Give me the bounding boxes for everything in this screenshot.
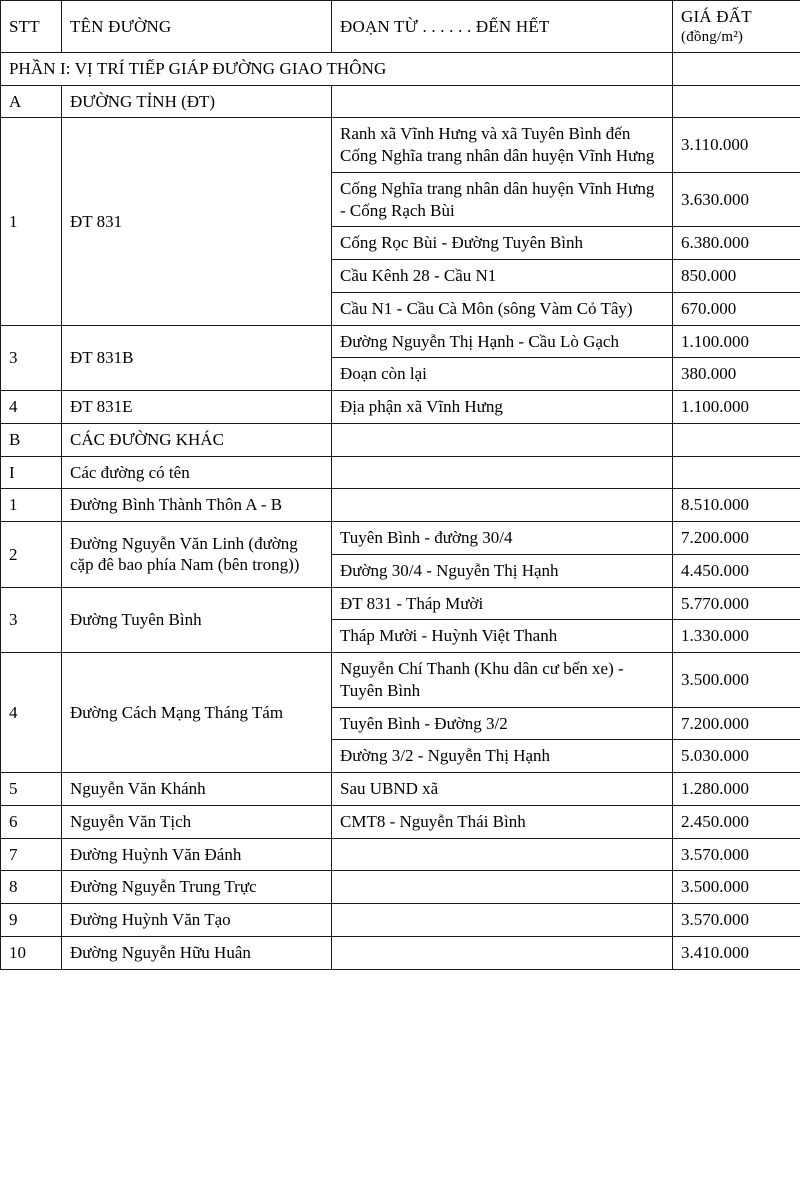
subgroup-i-price-cell [673, 456, 800, 489]
road-name-cell: Nguyễn Văn Khánh [62, 773, 332, 806]
segment-cell: Cầu Kênh 28 - Cầu N1 [332, 260, 673, 293]
column-header-stt: STT [1, 1, 62, 53]
road-name-cell: Đường Nguyễn Văn Linh (đường cặp đê bao phía Nam (bên trong)) [62, 522, 332, 588]
segment-cell: Đường Nguyễn Thị Hạnh - Cầu Lò Gạch [332, 325, 673, 358]
row-index-cell: 3 [1, 587, 62, 653]
price-cell: 3.500.000 [673, 871, 800, 904]
segment-cell: Đường 3/2 - Nguyễn Thị Hạnh [332, 740, 673, 773]
column-header-segment: ĐOẠN TỪ . . . . . . ĐẾN HẾT [332, 1, 673, 53]
road-name-cell: Đường Nguyễn Hữu Huân [62, 936, 332, 969]
segment-cell empty [332, 871, 673, 904]
group-a-price-cell [673, 85, 800, 118]
table-row [1, 773, 800, 806]
price-cell: 6.380.000 [673, 227, 800, 260]
table-row [1, 904, 800, 937]
group-b-index: B [1, 423, 62, 456]
group-label-a: ĐƯỜNG TỈNH (ĐT) [62, 85, 332, 118]
price-cell: 3.570.000 [673, 904, 800, 937]
segment-cell: Sau UBND xã [332, 773, 673, 806]
price-cell: 1.100.000 [673, 391, 800, 424]
segment-cell: ĐT 831 - Tháp Mười [332, 587, 673, 620]
road-name-cell: Nguyễn Văn Tịch [62, 805, 332, 838]
segment-cell empty [332, 489, 673, 522]
road-name-cell: Đường Cách Mạng Tháng Tám [62, 653, 332, 773]
table-body [1, 1, 800, 970]
table-row [1, 871, 800, 904]
table-row [1, 587, 800, 620]
subgroup-i-label: Các đường có tên [62, 456, 332, 489]
group-b-segment-cell [332, 423, 673, 456]
table-row [1, 653, 800, 708]
segment-cell: Địa phận xã Vĩnh Hưng [332, 391, 673, 424]
part-heading-row [1, 52, 800, 85]
price-cell: 850.000 [673, 260, 800, 293]
price-cell: 1.280.000 [673, 773, 800, 806]
group-b-row [1, 423, 800, 456]
price-cell: 8.510.000 [673, 489, 800, 522]
part-heading-label: PHẦN I: VỊ TRÍ TIẾP GIÁP ĐƯỜNG GIAO THÔNG [1, 52, 673, 85]
column-header-price-label: GIÁ ĐẤT [681, 7, 752, 26]
row-index-cell: 3 [1, 325, 62, 391]
segment-cell: Cầu N1 - Cầu Cà Môn (sông Vàm Cỏ Tây) [332, 292, 673, 325]
price-cell: 7.200.000 [673, 522, 800, 555]
segment-cell: CMT8 - Nguyễn Thái Bình [332, 805, 673, 838]
row-index-cell: 8 [1, 871, 62, 904]
table-row [1, 118, 800, 173]
price-cell: 1.330.000 [673, 620, 800, 653]
row-index-cell: 7 [1, 838, 62, 871]
segment-cell: Tuyên Bình - đường 30/4 [332, 522, 673, 555]
road-name-cell: Đường Huỳnh Văn Đánh [62, 838, 332, 871]
price-cell: 2.450.000 [673, 805, 800, 838]
subgroup-i-segment-cell [332, 456, 673, 489]
segment-cell empty [332, 838, 673, 871]
row-index-cell: 10 [1, 936, 62, 969]
price-cell: 7.200.000 [673, 707, 800, 740]
row-index-cell: 5 [1, 773, 62, 806]
column-header-name: TÊN ĐƯỜNG [62, 1, 332, 53]
row-index-cell: 1 [1, 118, 62, 325]
row-index-cell: 6 [1, 805, 62, 838]
column-header-price [673, 1, 800, 53]
row-index-cell: 2 [1, 522, 62, 588]
table-header-row [1, 1, 800, 53]
segment-cell: Đường 30/4 - Nguyễn Thị Hạnh [332, 554, 673, 587]
segment-cell: Nguyễn Chí Thanh (Khu dân cư bến xe) - Tuyên Bình [332, 653, 673, 708]
segment-cell empty [332, 936, 673, 969]
segment-cell: Đoạn còn lại [332, 358, 673, 391]
price-cell: 3.410.000 [673, 936, 800, 969]
table-row [1, 805, 800, 838]
price-cell: 3.570.000 [673, 838, 800, 871]
segment-cell: Tuyên Bình - Đường 3/2 [332, 707, 673, 740]
subgroup-i-row [1, 456, 800, 489]
table-row [1, 522, 800, 555]
price-cell: 1.100.000 [673, 325, 800, 358]
price-cell: 670.000 [673, 292, 800, 325]
table-row [1, 936, 800, 969]
segment-cell empty [332, 904, 673, 937]
row-index-cell: 4 [1, 653, 62, 773]
row-index-cell: 1 [1, 489, 62, 522]
price-cell: 3.500.000 [673, 653, 800, 708]
segment-cell: Cống Nghĩa trang nhân dân huyện Vĩnh Hưng - Cống Rạch Bùi [332, 172, 673, 227]
price-cell: 3.110.000 [673, 118, 800, 173]
price-cell: 4.450.000 [673, 554, 800, 587]
group-index-a: A [1, 85, 62, 118]
group-b-label: CÁC ĐƯỜNG KHÁC [62, 423, 332, 456]
table-row [1, 489, 800, 522]
price-cell: 3.630.000 [673, 172, 800, 227]
price-cell: 380.000 [673, 358, 800, 391]
group-a-segment-cell [332, 85, 673, 118]
column-header-price-unit: (đồng/m²) [681, 28, 744, 45]
road-name-cell: Đường Nguyễn Trung Trực [62, 871, 332, 904]
table-row [1, 838, 800, 871]
group-b-price-cell [673, 423, 800, 456]
price-cell: 5.770.000 [673, 587, 800, 620]
segment-cell: Cống Rọc Bùi - Đường Tuyên Bình [332, 227, 673, 260]
segment-cell: Tháp Mười - Huỳnh Việt Thanh [332, 620, 673, 653]
road-name-cell: ĐT 831E [62, 391, 332, 424]
segment-cell: Ranh xã Vĩnh Hưng và xã Tuyên Bình đến Cống Nghĩa trang nhân dân huyện Vĩnh Hưng [332, 118, 673, 173]
road-name-cell: Đường Tuyên Bình [62, 587, 332, 653]
row-index-cell: 4 [1, 391, 62, 424]
table-row [1, 391, 800, 424]
road-name-cell: Đường Bình Thành Thôn A - B [62, 489, 332, 522]
price-cell: 5.030.000 [673, 740, 800, 773]
subgroup-i-index: I [1, 456, 62, 489]
road-name-cell: Đường Huỳnh Văn Tạo [62, 904, 332, 937]
group-row-a [1, 85, 800, 118]
row-index-cell: 9 [1, 904, 62, 937]
road-name-cell: ĐT 831B [62, 325, 332, 391]
part-heading-price-cell [673, 52, 800, 85]
road-name-cell: ĐT 831 [62, 118, 332, 325]
table-row [1, 325, 800, 358]
